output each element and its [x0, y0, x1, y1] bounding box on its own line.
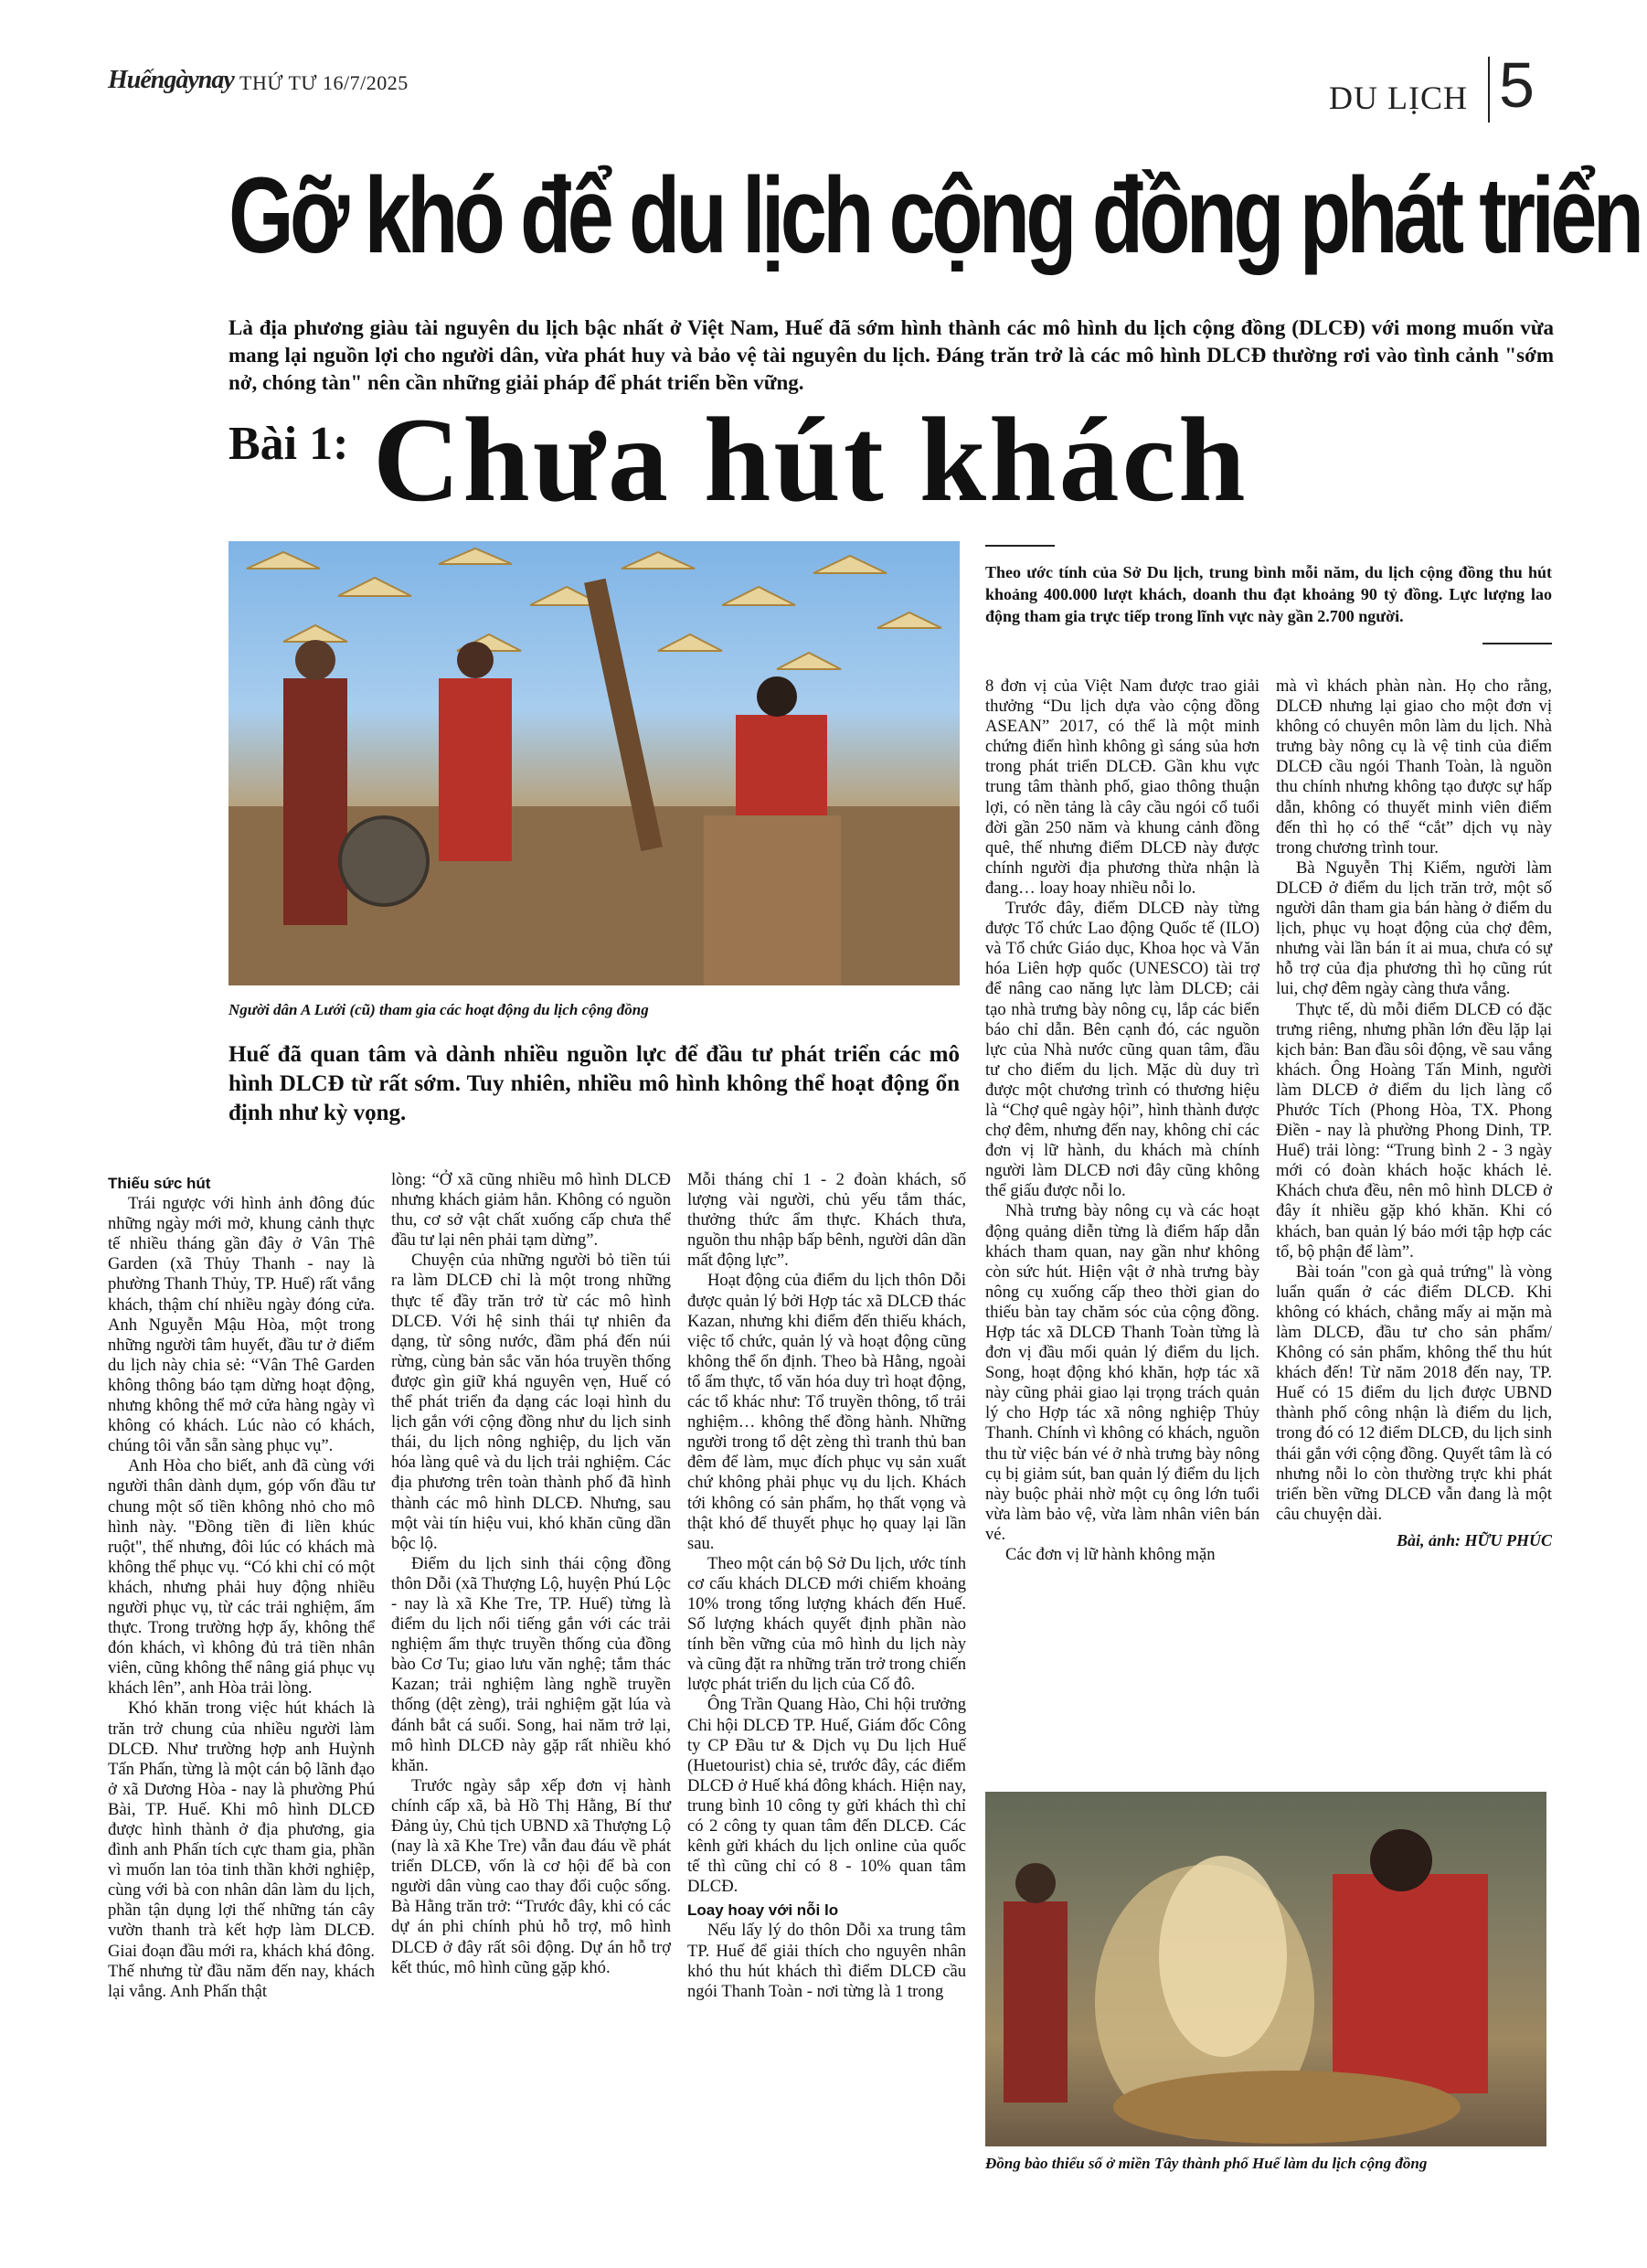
- paragraph: Nhà trưng bày nông cụ và các hoạt động quảng diễn từng là điểm hấp dẫn khách tham quan, nay gần như không còn sức hút. Hiện vật ở nhà trưng bày nông cụ xuống cấp theo thời gian do thiếu bàn tay chăm sóc của cộng đồng. Hợp tác xã DLCĐ Thanh Toàn từng là đơn vị đầu mối quản lý điểm du lịch. Song, hoạt động khó khăn, hợp tác xã này cũng phải giao lại trọng trách quản lý cho Hợp tác xã nông nghiệp Thủy Thanh. Chính vì không có khách, nguồn thu từ việc bán vé ở nhà trưng bày nông cụ bị giảm sút, ban quản lý điểm du lịch này buộc phải nhờ một cụ ông lớn tuổi vừa làm bảo vệ, vừa làm nhân viên bán vé.: [985, 1201, 1259, 1544]
- paragraph: Các đơn vị lữ hành không mặn: [1005, 1545, 1216, 1565]
- photo-ethnic-community: [985, 1792, 1546, 2146]
- body-column-4: [985, 676, 1259, 1565]
- photo-illustration: [985, 1792, 1546, 2146]
- paragraph: Bà Nguyễn Thị Kiểm, người làm DLCĐ ở điểm du lịch trăn trở, một số người dân tham gia bán hàng ở điểm du lịch, phục vụ hoạt động của chợ đêm, nhưng vài lần bán ít ai mua, chưa có sự hỗ trợ của địa phương thì họ cũng rút lui, chợ đêm ngày càng thưa vắng.: [1276, 857, 1552, 999]
- paragraph: Ông Trần Quang Hào, Chi hội trưởng Chi hội DLCĐ TP. Huế, Giám đốc Công ty CP Đầu tư & Dịch vụ Du lịch Huế (Huetourist) chia sẻ, trước đây, các điểm DLCĐ ở Huế khá đông khách. Hiện nay, trung bình 10 công ty gửi khách thì chỉ có 2 công ty quan tâm đến DLCĐ. Các kênh gửi khách du lịch online của quốc tế thì cũng chỉ có 8 - 10% quan tâm DLCĐ.: [687, 1695, 966, 1897]
- paragraph: Mỗi tháng chỉ 1 - 2 đoàn khách, số lượng vài người, chủ yếu tắm thác, thưởng thức ẩm thực. Khách thưa, nguồn thu nhập bấp bênh, người dân dần mất động lực”.: [687, 1170, 966, 1271]
- paragraph: Nếu lấy lý do thôn Dỗi xa trung tâm TP. Huế để giải thích cho nguyên nhân khó thu hút khách thì điểm DLCĐ cầu ngói Thanh Toàn - nơi từng là 1 trong: [687, 1921, 966, 2001]
- sidebar-rule-top: [985, 545, 1055, 547]
- body-column-3: [687, 1170, 966, 2002]
- paragraph: Điểm du lịch sinh thái cộng đồng thôn Dỗi (xã Thượng Lộ, huyện Phú Lộc - nay là xã Khe Tre, TP. Huế) từng là điểm du lịch nổi tiếng gắn với các trải nghiệm ẩm thực truyền thống của đồng bào Cơ Tu; giao lưu văn nghệ; tắm thác Kazan; trải nghiệm làng nghề truyền thống (dệt zèng), trải nghiệm gặt lúa và đánh bắt cá suối. Song, hai năm trở lại, mô hình DLCĐ này gặp rất nhiều khó khăn.: [391, 1553, 671, 1775]
- issue-date: THỨ TƯ 16/7/2025: [239, 71, 409, 94]
- paragraph: Thực tế, dù mỗi điểm DLCĐ có đặc trưng riêng, nhưng phần lớn đều lặp lại kịch bản: Ban đầu sôi động, về sau vắng khách. Ông Hoàng Tấn Minh, người làm DLCĐ ở điểm du lịch làng cổ Phước Tích (Phong Hòa, TX. Phong Điền - nay là phường Phong Dinh, TP. Huế) trải lòng: “Trung bình 2 - 3 ngày mới có đoàn khách hoặc khách lẻ. Khách chưa đều, nên mô hình DLCĐ ở đây ít nhiều gặp khó khăn. Khi có khách, ban quản lý báo mới tập hợp các tổ, bộ phận để làm”.: [1276, 999, 1552, 1262]
- paragraph: Bài toán "con gà quả trứng" là vòng luẩn quẩn ở các điểm DLCĐ. Khi không có khách, chẳng mấy ai mặn mà làm DLCĐ, đầu tư cho sản phẩm/ Không có sản phẩm, không thể thu hút khách đến! Từ năm 2018 đến nay, TP. Huế có 15 điểm du lịch được UBND thành phố công nhận là điểm du lịch, trong đó có 12 điểm DLCĐ, du lịch sinh thái gắn với cộng đồng. Quyết tâm là có nhưng nỗi lo còn thường trực khi phát triển bền vững DLCĐ vẫn đang là một câu chuyện dài.: [1276, 1262, 1552, 1524]
- photo-community-activities: [228, 541, 960, 985]
- subheading: Thiếu sức hút: [108, 1175, 211, 1192]
- paragraph: Hoạt động của điểm du lịch thôn Dỗi được quản lý bởi Hợp tác xã DLCĐ thác Kazan, nhưng khi điểm đến thiếu khách, việc tổ chức, quản lý và hoạt động cũng không thể ổn định. Theo bà Hằng, ngoài tổ ẩm thực, tổ văn hóa duy trì hoạt động, các tổ khác như: Tổ truyền thông, tổ trải nghiệm… không thể đồng hành. Những người trong tổ dệt zèng thì tranh thủ ban đêm để làm, mục đích phục vụ sản xuất chứ không phải phục vụ du lịch. Khách tới không có sản phẩm, họ thất vọng và thật khó để thuyết phục họ quay lại lần sau.: [687, 1271, 966, 1553]
- body-column-1: [108, 1170, 375, 2002]
- header-divider: [1488, 57, 1490, 122]
- paragraph: Trước đây, điểm DLCĐ này từng được Tổ chức Lao động Quốc tế (ILO) và Tổ chức Giáo dục, Khoa học và Văn hóa Liên hợp quốc (UNESCO) tài trợ để nâng cao năng lực làm DLCĐ; cải tạo nhà trưng bày nông cụ, lắp các biển báo chỉ dẫn. Bên cạnh đó, các nguồn lực của Nhà nước cũng quan tâm, đầu tư cho điểm du lịch. Mặc dù duy trì được một chương trình có thương hiệu là “Chợ quê ngày hội”, hình thành được chợ đêm, nhưng đến nay, không chỉ các đơn vị lữ hành, du khách mà chính người làm DLCĐ nơi đây cũng không thể giấu được nỗi lo.: [985, 899, 1259, 1201]
- subheading: Loay hoay với nỗi lo: [687, 1901, 839, 1920]
- photo-bottom-caption: Đồng bào thiểu số ở miền Tây thành phố Huế làm du lịch cộng đồng: [985, 2155, 1428, 2172]
- paragraph: Trái ngược với hình ảnh đông đúc những ngày mới mở, khung cảnh thực tế nhiều tháng gần đây ở Vân Thê Garden (xã Thủy Thanh - nay là phường Thanh Thủy, TP. Huế) rất vắng khách, thậm chí nhiều ngày đóng cửa. Anh Nguyễn Mậu Hòa, một trong những người tâm huyết, đầu tư ở điểm du lịch này chia sẻ: “Vân Thê Garden không thông báo tạm dừng hoạt động, nhưng không thể mở cửa hàng ngày vì không có khách. Lúc nào có khách, chúng tôi vẫn sẵn sàng phục vụ”.: [108, 1194, 375, 1456]
- section-name: DU LỊCH: [1329, 80, 1468, 116]
- photo-illustration: [228, 541, 960, 985]
- photo-top-caption: Người dân A Lưới (cũ) tham gia các hoạt động du lịch cộng đồng: [228, 1001, 649, 1018]
- sidebar-rule-bottom: [1482, 643, 1552, 644]
- paragraph: mà vì khách phàn nàn. Họ cho rằng, DLCĐ nhưng lại giao cho một đơn vị không có chuyên môn làm du lịch. Nhà trưng bày nông cụ là vệ tinh của điểm DLCĐ cầu ngói Thanh Toàn, là nguồn thu chính nhưng không tạo được sự hấp dẫn, không có thuyết minh viên điểm đến thì họ có thể “cắt” dịch vụ này trong chương trình tour.: [1276, 676, 1552, 857]
- paragraph: Theo một cán bộ Sở Du lịch, ước tính cơ cấu khách DLCĐ mới chiếm khoảng 10% trong tổng lượng khách đến Huế. Số lượng khách quyết định phần nào tính bền vững của mô hình du lịch này và cũng đặt ra những trăn trở trong chiến lược phát triển du lịch của Cố đô.: [687, 1553, 966, 1695]
- paragraph: Anh Hòa cho biết, anh đã cùng với người thân dành dụm, góp vốn đầu tư chung một số tiền không nhỏ cho mô hình này. "Đồng tiền đi liền khúc ruột", thế nhưng, đôi lúc có khách mà không thể phục vụ. “Có khi chỉ có một khách, nhưng phải huy động nhiều người phục vụ, từ các trải nghiệm, ẩm thực. Trong trường hợp ấy, không thể đón khách, vì không đủ trả tiền nhân viên, cũng không thể nâng giá phục vụ khách lên”, anh Hòa trải lòng.: [108, 1456, 375, 1698]
- paragraph: 8 đơn vị của Việt Nam được trao giải thưởng “Du lịch dựa vào cộng đồng ASEAN” 2017, có thể là một minh chứng điển hình không gì sáng sủa hơn trong phát triển DLCĐ. Gần khu vực trung tâm thành phố, giao thông thuận lợi, có nền tảng là cây cầu ngói cổ tuổi đời gần 250 năm và khung cảnh đồng quê, thế nhưng điểm DLCĐ này được chính người địa phương thừa nhận là đang… loay hoay nhiều nỗi lo.: [985, 676, 1259, 898]
- paragraph: lòng: “Ở xã cũng nhiều mô hình DLCĐ nhưng khách giảm hẳn. Không có nguồn thu, cơ sở vật chất xuống cấp chưa thể đầu tư lại nên phải tạm dừng”.: [391, 1170, 671, 1251]
- newspaper-logo: Huếngàynay: [108, 66, 234, 94]
- paragraph: Trước ngày sắp xếp đơn vị hành chính cấp xã, bà Hồ Thị Hằng, Bí thư Đảng ủy, Chủ tịch UBND xã Thượng Lộ (nay là xã Khe Tre) vẫn đau đáu về phát triển DLCĐ, vốn là cơ hội để bà con người dân vùng cao thay đổi cuộc sống. Bà Hằng trăn trở: “Trước đây, khi có các dự án phi chính phủ hỗ trợ, mô hình DLCĐ ở đây rất sôi động. Dự án hỗ trợ kết thúc, mô hình cũng gặp khó.: [391, 1775, 671, 1977]
- page-number: 5: [1499, 49, 1535, 121]
- series-title: Chưa hút khách: [373, 392, 1249, 527]
- article-title: Gỡ khó để du lịch cộng đồng phát triển: [228, 155, 1641, 276]
- article-sapo: Huế đã quan tâm và dành nhiều nguồn lực để đầu tư phát triển các mô hình DLCĐ từ rất sớm. Tuy nhiên, nhiều mô hình không thể hoạt động ổn định như kỳ vọng.: [228, 1042, 960, 1125]
- body-column-2: [391, 1170, 671, 1978]
- byline: Bài, ảnh: HỮU PHÚC: [1397, 1530, 1552, 1549]
- sidebar-factbox: Theo ước tính của Sở Du lịch, trung bình mỗi năm, du lịch cộng đồng thu hút khoảng 400.000 lượt khách, doanh thu đạt khoảng 90 tỷ đồng. Lực lượng lao động tham gia trực tiếp trong lĩnh vực này gần 2.700 người.: [985, 563, 1552, 625]
- series-label: Bài 1:: [228, 418, 349, 470]
- body-column-5: [1276, 676, 1552, 1550]
- article-lead: Là địa phương giàu tài nguyên du lịch bậc nhất ở Việt Nam, Huế đã sớm hình thành các mô hình du lịch cộng đồng (DLCĐ) với mong muốn vừa mang lại nguồn lợi cho người dân, vừa phát huy và bảo vệ tài nguyên du lịch. Đáng trăn trở là các mô hình DLCĐ thường rơi vào tình cảnh "sớm nở, chóng tàn" nên cần những giải pháp để phát triển bền vững.: [228, 316, 1554, 394]
- paragraph: Chuyện của những người bỏ tiền túi ra làm DLCĐ chỉ là một trong những thực tế đầy trăn trở từ các mô hình DLCĐ. Với hệ sinh thái tự nhiên đa dạng, từ sông nước, đầm phá đến núi rừng, cùng bản sắc văn hóa truyền thống được gìn giữ khá nguyên vẹn, Huế có thể phát triển đa dạng các loại hình du lịch gắn với cộng đồng như du lịch sinh thái, du lịch nông nghiệp, du lịch văn hóa làng quê và du lịch trải nghiệm. Các địa phương trên toàn thành phố đã hình thành các mô hình DLCĐ. Nhưng, sau một vài tín hiệu vui, khó khăn cũng dần bộc lộ.: [391, 1251, 671, 1553]
- paragraph: Khó khăn trong việc hút khách là trăn trở chung của nhiều người làm DLCĐ. Như trường hợp anh Huỳnh Tấn Phấn, từng là một cán bộ lãnh đạo ở xã Dương Hòa - nay là phường Phú Bài, TP. Huế. Khi mô hình DLCĐ được hình thành ở địa phương, gia đình anh Phấn tích cực tham gia, phần vì muốn lan tỏa tinh thần khởi nghiệp, cùng với bà con nhân dân làm du lịch, phần tận dụng lợi thế những tán cây vườn thanh trà kết hợp làm DLCĐ. Giai đoạn đầu mới ra, khách khá đông. Thế nhưng từ đầu năm đến nay, khách lại vắng. Anh Phấn thật: [108, 1698, 375, 2001]
